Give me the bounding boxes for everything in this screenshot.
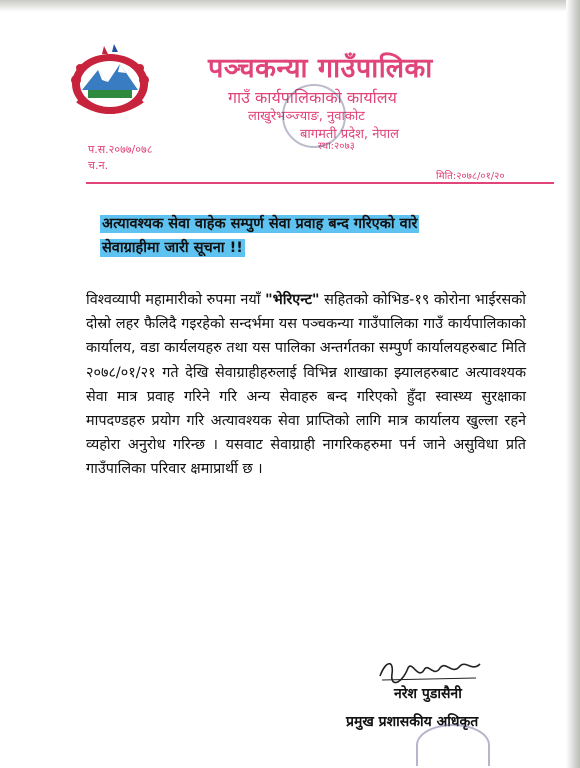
- scan-shadow-right: [566, 0, 580, 768]
- established-year: स्था:२०७३: [318, 141, 355, 152]
- municipality-title: पञ्चकन्या गाउँपालिका: [208, 53, 433, 84]
- body-emphasis: "भेरिएन्ट": [265, 292, 320, 308]
- signatory-name: नरेश पुडासैनी: [394, 686, 462, 702]
- subject-line-1: अत्यावश्यक सेवा वाहेक सम्पुर्ण सेवा प्रवाह बन्द गरिएको वारे: [102, 216, 418, 232]
- nepal-emblem-icon: [64, 40, 156, 120]
- subject-line-2: सेवाग्राहीमा जारी सूचना !!: [102, 240, 243, 256]
- office-name: गाउँ कार्यपालिकाको कार्यालय: [228, 88, 397, 107]
- letter-date: मिति:२०७८/०१/२०: [436, 171, 505, 182]
- office-seal-stamp: [282, 84, 346, 148]
- dispatch-number: च.न.: [88, 159, 109, 172]
- office-province: बागमती प्रदेश, नेपाल: [300, 127, 399, 142]
- body-part-2: सहितको कोभिड-१९ कोरोना भाईरसको दोस्रो लहर फैलिदै गइरहेको सन्दर्भमा यस पञ्चकन्या गाउँपालिका गाउँ कार्यपालिकाको कार्यालय, वडा कार्यलयहरु तथा यस पालिका अन्तर्गतका सम्पुर्ण कार्यालयहरुबाट मिति २०७८/०१/२१ गते देखि सेवाग्राहीहरुलाई विभिन्न शाखाका झ्यालहरुबाट अत्यावश्यक सेवा मात्र प्रवाह गरिने गरि अन्य सेवाहरु बन्द गरिएको हुँदा स्वास्थ्य सुरक्षाका मापदण्डहरु प्रयोग गरि अत्यावश्यक सेवा प्राप्तिको लागि मात्र कार्यालय खुल्ला रहने व्यहोरा अनुरोध गरिन्छ । यसवाट सेवाग्राही नागरिकहरुमा पर्न जाने असुविधा प्रति गाउँपालिका परिवार क्षमाप्रार्थी छ ।: [86, 292, 526, 478]
- handwritten-signature: [376, 654, 486, 688]
- notice-body: [86, 288, 526, 482]
- reference-number: प.स.२०७७/०७८: [88, 143, 153, 156]
- letterhead-divider: [86, 182, 554, 184]
- official-stamp: [416, 724, 490, 766]
- signatory-designation: प्रमुख प्रशासकीय अधिकृत: [346, 714, 479, 730]
- scan-shadow-top: [0, 0, 580, 12]
- body-part-1: विश्वव्यापी महामारीको रुपमा नयाँ: [86, 292, 266, 308]
- office-address: लाखुरेभञ्ज्याङ, नुवाकोट: [248, 109, 365, 124]
- notice-subject: [100, 212, 520, 260]
